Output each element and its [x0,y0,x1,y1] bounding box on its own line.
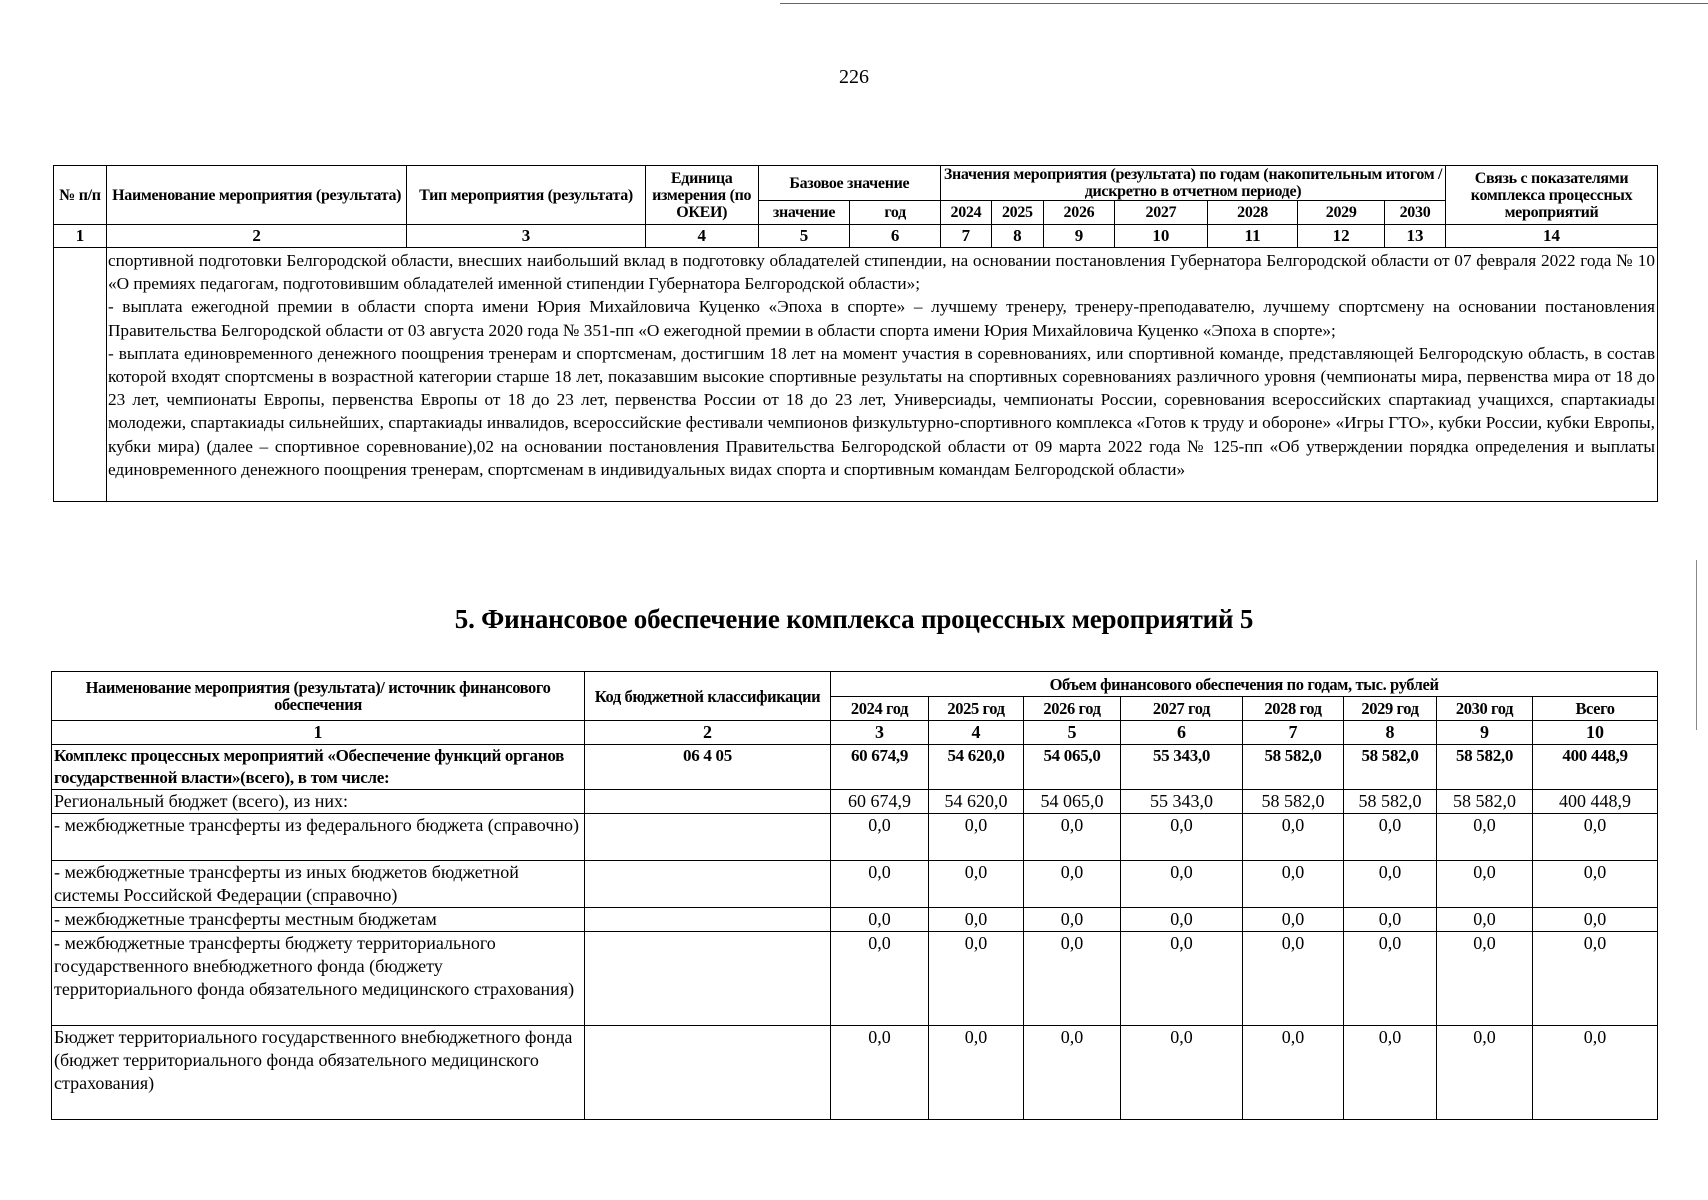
header-num: № п/п [54,166,107,225]
table-row [52,814,1658,861]
row-value: 0,0 [1344,861,1437,908]
row-label: - межбюджетные трансферты местным бюджетам [52,908,585,932]
row-value: 0,0 [929,861,1024,908]
column-number: 13 [1384,225,1445,248]
row-label: - межбюджетные трансферты бюджету территориального государственного внебюджетного фонда (бюджету территориального фонда обязательного медицинского страхования) [52,932,585,1026]
header-year: 2026 [1043,201,1114,225]
description-paragraph: - выплата единовременного денежного поощрения тренерам и спортсменам, достигшим 18 лет на момент участия в соревнованиях, или спортивной команде, представляющей Белгородскую область, в состав которой входят спортсмены в возрастной категории старше 18 лет, показавшим высокие спортивные результаты на спортивных соревнованиях различного уровня (чемпионаты мира, первенства мира от 18 до 23 лет, чемпионаты Европы, первенства Европы от 18 до 23 лет, первенства России от 18 до 23 лет, Универсиады, чемпионаты России, соревнования всероссийских спартакиад учащихся, спартакиады молодежи, спартакиады сильнейших, спартакиады инвалидов, всероссийские фестивали чемпионов физкультурно-спортивного комплекса «Готов к труду и обороне» «Игры ГТО», кубки России, кубки Европы, кубки мира) (далее – спортивное соревнование),02 на основании постановления Правительства Белгородской области от 09 марта 2022 года № 125-пп «Об утверждении порядка определения и выплаты единовременного денежного поощрения тренерам, спортсменам в индивидуальных видах спорта и спортивным командам Белгородской области» [107,343,1655,479]
row-value: 0,0 [831,1026,929,1120]
row-value: 0,0 [831,861,929,908]
row-value: 0,0 [1533,932,1658,1026]
row-value: 0,0 [1533,861,1658,908]
header-year: 2026 год [1024,697,1121,721]
header-name: Наименование мероприятия (результата)/ источник финансового обеспечения [52,672,585,721]
row-value: 58 582,0 [1437,790,1533,814]
header-year: 2024 год [831,697,929,721]
header-year: 2027 год [1121,697,1243,721]
header-name: Наименование мероприятия (результата) [106,166,406,225]
column-number: 10 [1533,721,1658,745]
header-year: 2025 [991,201,1043,225]
column-number: 8 [991,225,1043,248]
activities-table [53,165,1658,502]
row-value: 0,0 [831,932,929,1026]
row-label: - межбюджетные трансферты из иных бюджетов бюджетной системы Российской Федерации (справочно) [52,861,585,908]
column-number: 6 [850,225,941,248]
column-number: 9 [1043,225,1114,248]
row-value: 55 343,0 [1121,745,1243,790]
row-value: 0,0 [1121,861,1243,908]
header-base-value: значение [758,201,850,225]
row-code [585,861,831,908]
row-code [585,790,831,814]
row-value: 58 582,0 [1344,790,1437,814]
row-label: Бюджет территориального государственного внебюджетного фонда (бюджет территориального фонда обязательного медицинского страхования) [52,1026,585,1120]
row-value: 0,0 [1437,1026,1533,1120]
table-row [52,932,1658,1026]
table-row [52,861,1658,908]
header-year: 2030 [1384,201,1445,225]
row-value: 0,0 [929,1026,1024,1120]
scan-edge-line [1696,560,1697,730]
header-type: Тип мероприятия (результата) [407,166,645,225]
row-value: 400 448,9 [1533,790,1658,814]
row-value: 0,0 [1121,814,1243,861]
header-year: 2028 год [1243,697,1344,721]
header-year: 2030 год [1437,697,1533,721]
empty-cell [54,248,107,502]
scan-edge-line [780,3,1708,4]
header-year: 2024 [940,201,991,225]
row-value: 0,0 [1243,932,1344,1026]
row-value: 0,0 [1344,1026,1437,1120]
row-value: 58 582,0 [1437,745,1533,790]
description-paragraph: спортивной подготовки Белгородской области, внесших наибольший вклад в подготовку обладателей стипендии, на основании постановления Губернатора Белгородской области от 07 февраля 2022 года № 10 «О премиях педагогам, подготовившим обладателей именной стипендии Губернатора Белгородской области»; [107,251,1655,294]
header-base-year: год [850,201,941,225]
row-code [585,908,831,932]
row-value: 400 448,9 [1533,745,1658,790]
row-value: 55 343,0 [1121,790,1243,814]
column-number: 1 [52,721,585,745]
column-number: 1 [54,225,107,248]
column-number: 8 [1344,721,1437,745]
row-value: 0,0 [831,908,929,932]
column-number: 9 [1437,721,1533,745]
row-value: 0,0 [1533,908,1658,932]
header-values-by-year: Значения мероприятия (результата) по годам (накопительным итогом / дискретно в отчетном периоде) [940,166,1445,201]
row-value: 54 065,0 [1024,790,1121,814]
row-value: 0,0 [1243,861,1344,908]
row-value: 0,0 [1243,1026,1344,1120]
column-number: 11 [1207,225,1298,248]
row-value: 0,0 [1437,861,1533,908]
column-number: 3 [407,225,645,248]
row-value: 0,0 [1437,932,1533,1026]
row-code: 06 4 05 [585,745,831,790]
row-value: 0,0 [1437,814,1533,861]
row-value: 0,0 [1121,908,1243,932]
row-value: 0,0 [1121,932,1243,1026]
column-number: 4 [645,225,758,248]
header-unit: Единица измерения (по ОКЕИ) [645,166,758,225]
row-code [585,932,831,1026]
row-code [585,814,831,861]
column-number: 14 [1446,225,1658,248]
row-value: 0,0 [1533,814,1658,861]
page-number: 226 [839,66,869,88]
header-total: Всего [1533,697,1658,721]
financing-table [51,671,1658,1120]
header-year: 2029 [1298,201,1385,225]
row-value: 54 065,0 [1024,745,1121,790]
row-value: 60 674,9 [831,745,929,790]
description-paragraph: - выплата ежегодной премии в области спорта имени Юрия Михайловича Куценко «Эпоха в спорте» – лучшему тренеру, тренеру-преподавателю, лучшему спортсмену на основании постановления Правительства Белгородской области от 03 августа 2020 года № 351-пп «О ежегодной премии в области спорта имени Юрия Михайловича Куценко «Эпоха в спорте»; [107,297,1655,340]
row-value: 60 674,9 [831,790,929,814]
row-value: 58 582,0 [1344,745,1437,790]
header-year: 2028 [1207,201,1298,225]
row-value: 0,0 [1437,908,1533,932]
row-value: 0,0 [1024,861,1121,908]
table-row [52,908,1658,932]
row-value: 0,0 [1024,932,1121,1026]
column-number: 10 [1115,225,1208,248]
row-value: 58 582,0 [1243,745,1344,790]
header-volume: Объем финансового обеспечения по годам, тыс. рублей [831,672,1658,697]
row-value: 0,0 [929,814,1024,861]
row-value: 0,0 [1024,1026,1121,1120]
row-value: 54 620,0 [929,790,1024,814]
column-number: 7 [1243,721,1344,745]
header-year: 2029 год [1344,697,1437,721]
header-base: Базовое значение [758,166,940,201]
row-value: 0,0 [831,814,929,861]
row-value: 0,0 [1344,908,1437,932]
header-code: Код бюджетной классификации [585,672,831,721]
column-number: 7 [940,225,991,248]
row-code [585,1026,831,1120]
row-value: 0,0 [1024,908,1121,932]
row-value: 0,0 [929,908,1024,932]
section-title: 5. Финансовое обеспечение комплекса процессных мероприятий 5 [454,604,1254,634]
row-label: Региональный бюджет (всего), из них: [52,790,585,814]
column-number: 3 [831,721,929,745]
table-row-total [52,745,1658,790]
row-value: 0,0 [1344,814,1437,861]
column-number: 5 [1024,721,1121,745]
column-number: 12 [1298,225,1385,248]
row-value: 0,0 [1024,814,1121,861]
row-value: 0,0 [1243,814,1344,861]
header-link: Связь с показателями комплекса процессных мероприятий [1446,166,1658,225]
row-value: 54 620,0 [929,745,1024,790]
column-number: 4 [929,721,1024,745]
table-row [52,790,1658,814]
table-row [52,1026,1658,1120]
column-number: 6 [1121,721,1243,745]
column-number: 5 [758,225,850,248]
row-value: 0,0 [929,932,1024,1026]
row-value: 0,0 [1533,1026,1658,1120]
row-value: 0,0 [1121,1026,1243,1120]
row-value: 0,0 [1243,908,1344,932]
header-year: 2025 год [929,697,1024,721]
row-value: 58 582,0 [1243,790,1344,814]
activity-description [106,248,1657,502]
row-value: 0,0 [1344,932,1437,1026]
column-number: 2 [106,225,406,248]
row-label: Комплекс процессных мероприятий «Обеспечение функций органов государственной власти»(всего), в том числе: [52,745,585,790]
column-number: 2 [585,721,831,745]
row-label: - межбюджетные трансферты из федерального бюджета (справочно) [52,814,585,861]
header-year: 2027 [1115,201,1208,225]
